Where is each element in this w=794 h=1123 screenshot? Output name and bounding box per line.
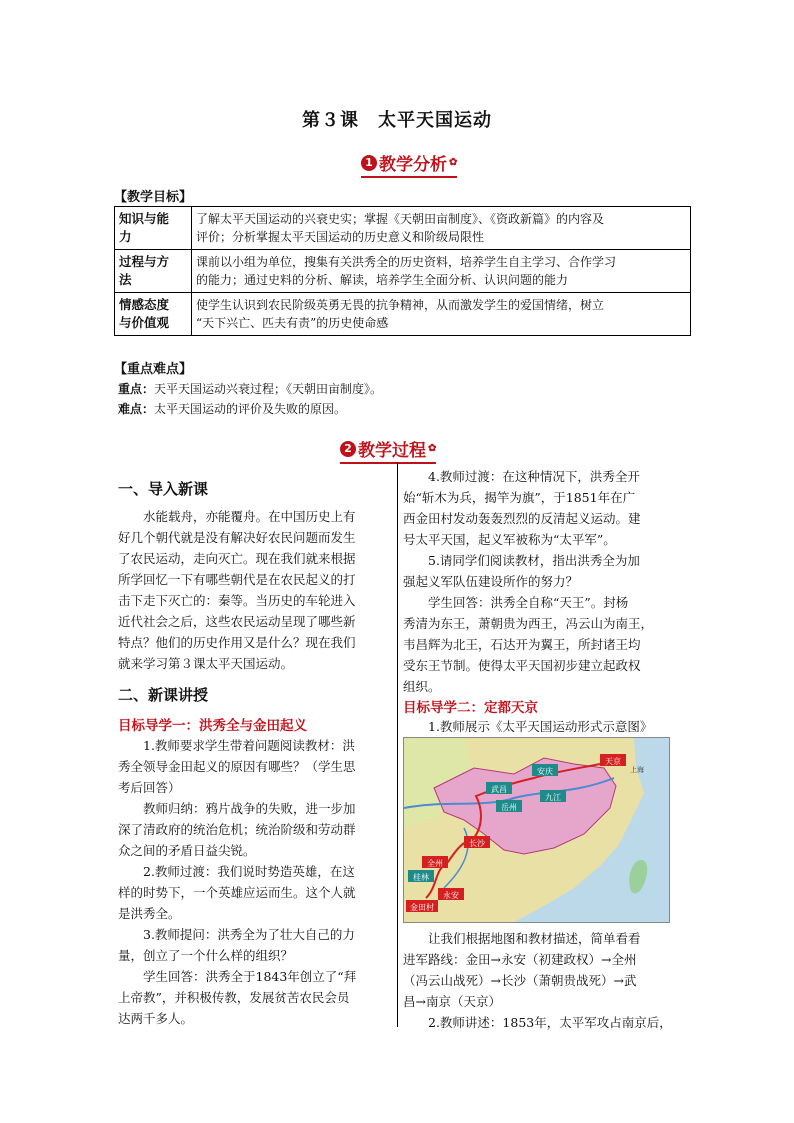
row-content: 课前以小组为单位，搜集有关洪秀全的历史资料，培养学生自主学习、合作学习 的能力；通过史料的分析、解读，培养学生全面分析、认识问题的能力 — [192, 250, 691, 293]
taiping-map-figure — [403, 737, 670, 923]
map-label-anqing: 安庆 — [537, 767, 553, 776]
map-caption: 1.教师展示《太平天国运动形式示意图》 — [428, 719, 653, 734]
map-label-jiujiang: 九江 — [545, 793, 561, 802]
difficulty-point: 难点：太平天国运动的评价及失败的原因。 — [118, 402, 347, 416]
route-text: 让我们根据地图和教材描述，简单看看 进军路线：金田→永安（初建政权）→全州 （冯云山战死）→长沙（萧朝贵战死）→武 昌→南京（天京） 2.教师讲述：1853年，太平军攻占南京后， — [403, 931, 672, 1030]
row-header: 知识与能 力 — [115, 207, 192, 250]
map-label-tianjing: 天京 — [605, 757, 621, 766]
map-label-yongan: 永安 — [443, 891, 459, 900]
banner-teaching-process — [340, 436, 436, 464]
number-1-icon: 1 — [361, 155, 377, 171]
column-divider — [397, 462, 398, 1027]
table-row — [115, 293, 691, 336]
leaf-icon: ✿ — [428, 443, 437, 454]
map-label-quanzhou: 全州 — [427, 859, 443, 868]
map-label-jintian: 金田村 — [410, 903, 434, 912]
left-lesson-text: 1.教师要求学生带着问题阅读教材：洪 秀全领导金田起义的原因有哪些？（学生思 考后回答） 教师归纳：鸦片战争的失败，进一步加 深了清政府的统治危机；统治阶级和劳动群 众之间的矛盾日益尖锐。 2.教师过渡：我们说时势造英雄，在这 样的时势下，一个英雄应运而生。这个人就 是洪秀全。 3.教师提问：洪秀全为了壮大自己的力 量，创立了一个什么样的组织？ 学生回答：洪秀全于1843年创立了“拜 上帝教”，并积极传教，发展贫苦农民会员 达两千多人。 — [118, 738, 357, 1026]
heading-new-lesson: 二、新课讲授 — [118, 686, 209, 704]
row-header: 过程与方 法 — [115, 250, 192, 293]
key-points-heading: 【重点难点】 — [114, 362, 193, 377]
objectives-heading: 【教学目标】 — [114, 190, 193, 205]
key-point: 重点：天平天国运动兴衰过程；《天朝田亩制度》。 — [118, 382, 383, 396]
leaf-icon: ✿ — [449, 157, 458, 168]
goal-two-heading: 目标导学二：定都天京 — [403, 700, 538, 716]
row-content: 使学生认识到农民阶级英勇无畏的抗争精神，从而激发学生的爱国情绪，树立 “天下兴亡、匹夫有责”的历史使命感 — [192, 293, 691, 336]
intro-paragraph: 水能载舟，亦能覆舟。在中国历史上有 好几个朝代就是没有解决好农民问题而发生 了农民运动，走向灭亡。现在我们就来根据 所学回忆一下有哪些朝代是在农民起义的打 击下走下灭亡的：秦等。当历史的车轮进入 近代社会之后，这些农民运动呈现了哪些新 特点？他们的历史作用又是什么？现在我们 就来学习第３课太平天国运动。 — [118, 509, 356, 671]
row-header: 情感态度 与价值观 — [115, 293, 192, 336]
table-row — [115, 207, 691, 250]
table-row — [115, 250, 691, 293]
map-label-shanghai: 上海 — [630, 766, 644, 774]
map-label-guilin: 桂林 — [413, 873, 429, 882]
number-2-icon: 2 — [340, 441, 356, 457]
taiping-map — [404, 738, 669, 922]
row-content: 了解太平天国运动的兴衰史实；掌握《天朝田亩制度》、《资政新篇》的内容及 评价；分析掌握太平天国运动的历史意义和阶级局限性 — [192, 207, 691, 250]
goal-one-heading: 目标导学一：洪秀全与金田起义 — [118, 718, 307, 734]
heading-intro: 一、导入新课 — [118, 480, 209, 498]
page-title: 第３课 太平天国运动 — [302, 110, 492, 131]
map-label-wuchang: 武昌 — [491, 785, 507, 794]
map-label-changsha: 长沙 — [469, 839, 485, 848]
objectives-table — [114, 206, 691, 336]
banner-teaching-analysis-label: 教学分析 — [379, 155, 447, 175]
banner-teaching-analysis — [361, 150, 457, 178]
map-label-yuezhou: 岳州 — [501, 803, 517, 812]
right-lesson-text: 4.教师过渡：在这种情况下，洪秀全开 始“斩木为兵，揭竿为旗”，于1851年在广 西金田村发动轰轰烈烈的反清起义运动。建 号太平天国，起义军被称为“太平军”。 5.请同学们阅读教材，指出洪秀全为加 强起义军队伍建设所作的努力？ 学生回答：洪秀全自称“天王”。封杨 秀清为东王，萧朝贵为西王，冯云山为南王， 韦昌辉为北王，石达开为翼王，所封诸王均 受东王节制。使得太平天国初步建立起政权 组织。 — [403, 469, 654, 694]
banner-teaching-process-label: 教学过程 — [358, 441, 426, 461]
